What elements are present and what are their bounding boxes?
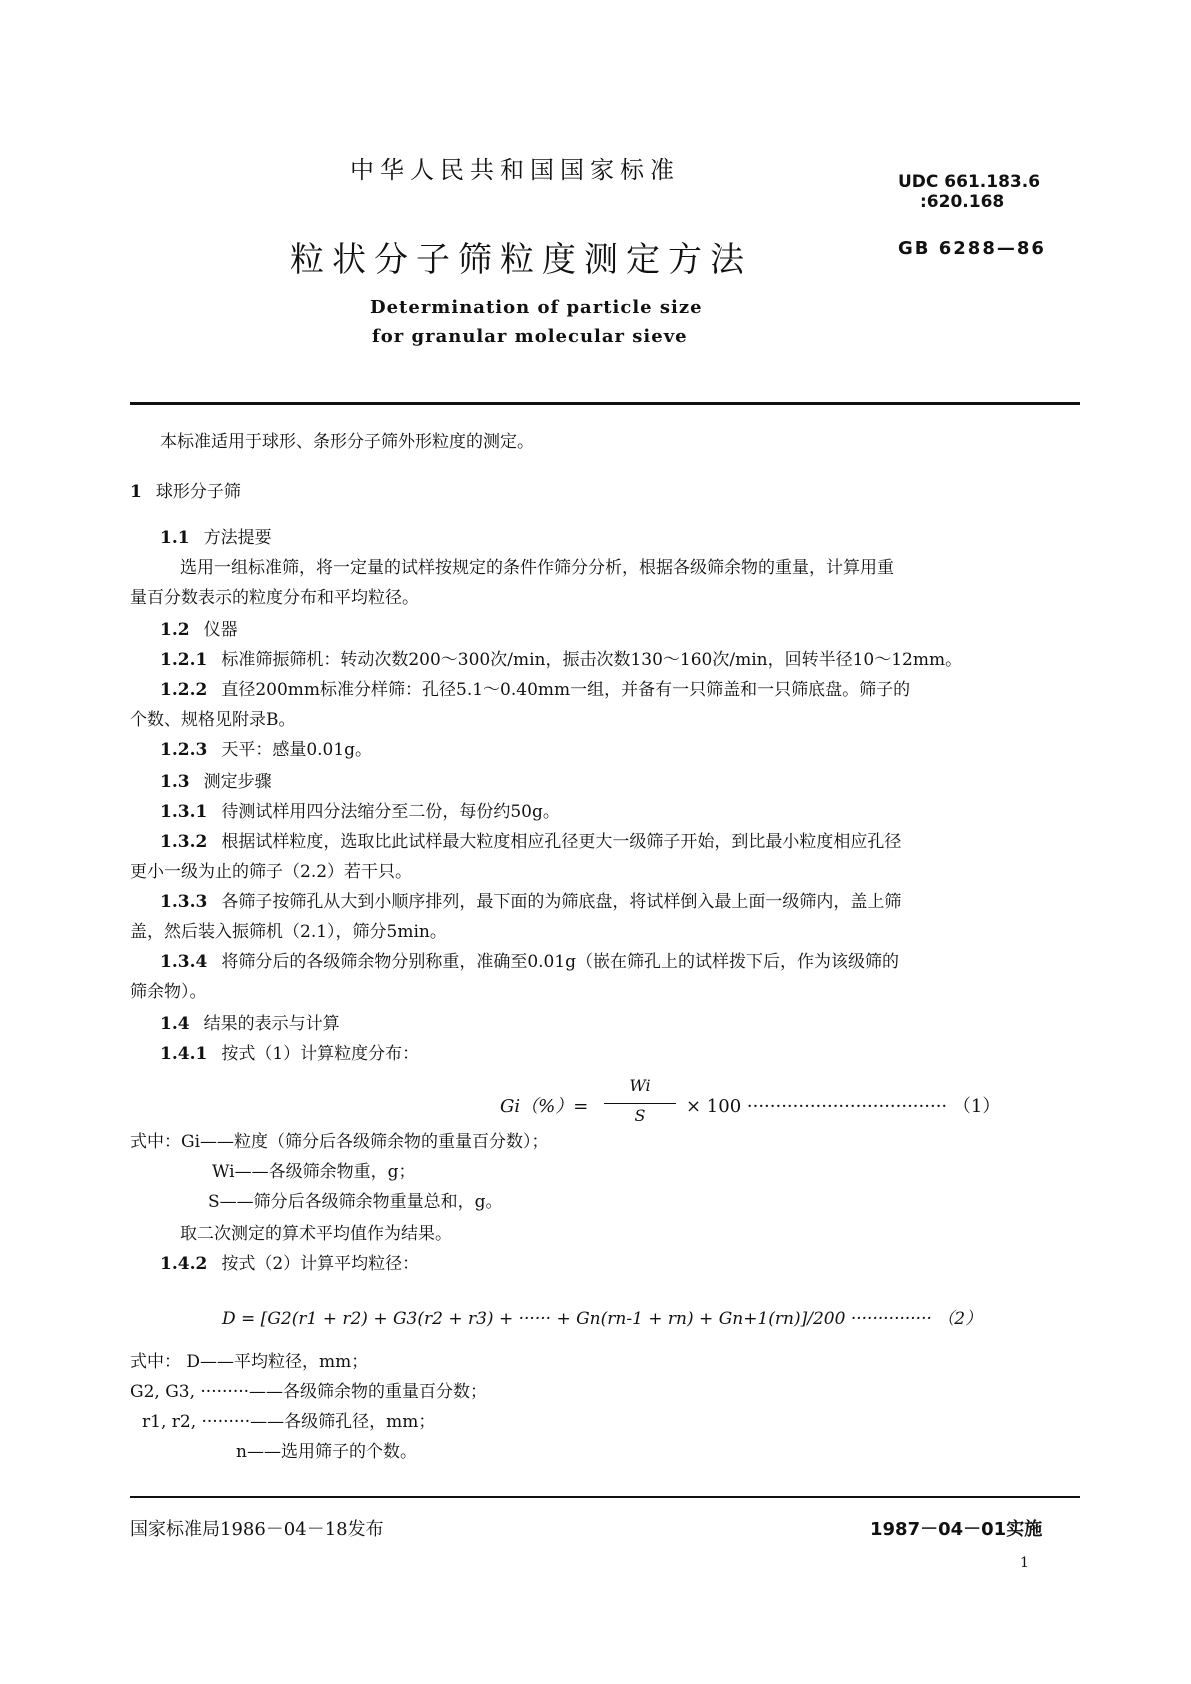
formula-1-lhs: Gi（%）= bbox=[500, 1096, 589, 1117]
formula-2-where-1: 式中： D——平均粒径，mm； bbox=[130, 1352, 369, 1372]
section-1-1-text-line2: 量百分数表示的粒度分布和平均粒径。 bbox=[130, 588, 419, 608]
standard-header: 中华人民共和国国家标准 bbox=[350, 156, 680, 184]
section-title: 测定步骤 bbox=[203, 772, 272, 792]
formula-1-where-2: Wi——各级筛余物重，g； bbox=[212, 1162, 416, 1182]
section-1-3-2-cont: 更小一级为止的筛子（2.2）若干只。 bbox=[130, 862, 413, 882]
header-divider bbox=[130, 402, 1080, 405]
formula-1-fraction-bar bbox=[604, 1103, 676, 1104]
section-title: 仪器 bbox=[203, 620, 238, 640]
section-number: 1.4.1 bbox=[160, 1044, 208, 1064]
section-1-2-2-cont: 个数、规格见附录B。 bbox=[130, 710, 296, 730]
section-1-2-heading bbox=[160, 620, 238, 640]
section-text: 标准筛振筛机：转动次数200～300次/min，振击次数130～160次/min，回转半径10～12mm。 bbox=[221, 650, 963, 670]
formula-1-where-3: S——筛分后各级筛余物重量总和，g。 bbox=[208, 1192, 503, 1212]
section-number: 1 bbox=[130, 482, 142, 502]
section-number: 1.3.1 bbox=[160, 802, 208, 822]
section-1-4-1 bbox=[160, 1044, 419, 1064]
page-number: 1 bbox=[1020, 1555, 1029, 1571]
section-text: 天平：感量0.01g。 bbox=[221, 740, 373, 760]
section-title: 方法提要 bbox=[203, 528, 272, 548]
udc-code-cont: :620.168 bbox=[920, 192, 1005, 212]
section-1-3-3-cont: 盖，然后装入振筛机（2.1），筛分5min。 bbox=[130, 922, 447, 942]
effective-date: 1987－04－01实施 bbox=[870, 1519, 1043, 1540]
formula-1-denominator: S bbox=[634, 1106, 646, 1125]
section-1-3-1 bbox=[160, 802, 560, 822]
formula-2-where-3: r1, r2, ·········——各级筛孔径，mm； bbox=[142, 1412, 436, 1432]
section-text: 各筛子按筛孔从大到小顺序排列，最下面的为筛底盘，将试样倒入最上面一级筛内，盖上筛 bbox=[221, 892, 902, 912]
english-title-line2: for granular molecular sieve bbox=[372, 326, 688, 347]
formula-2-where-4: n——选用筛子的个数。 bbox=[236, 1442, 417, 1462]
formula-1-where-1: 式中：Gi——粒度（筛分后各级筛余物的重量百分数）； bbox=[130, 1132, 549, 1152]
formula-2: D = [G2(r1 + r2) + G3(r2 + r3) + ······ + Gn(rn-1 + rn) + Gn+1(rn)]/200 ··············· （2） bbox=[222, 1309, 983, 1329]
formula-1-numerator: Wi bbox=[629, 1076, 651, 1095]
section-1-1-text-line1: 选用一组标准筛，将一定量的试样按规定的条件作筛分分析，根据各级筛余物的重量，计算用重 bbox=[180, 558, 894, 578]
section-1-3-2 bbox=[160, 832, 901, 852]
section-text: 按式（2）计算平均粒径： bbox=[221, 1254, 420, 1274]
section-number: 1.4 bbox=[160, 1014, 190, 1034]
section-1-1-heading bbox=[160, 528, 272, 548]
issue-date: 国家标准局1986－04－18发布 bbox=[130, 1519, 384, 1540]
intro-paragraph: 本标准适用于球形、条形分子筛外形粒度的测定。 bbox=[160, 432, 534, 452]
section-number: 1.2 bbox=[160, 620, 190, 640]
section-number: 1.2.1 bbox=[160, 650, 208, 670]
section-1-3-heading bbox=[160, 772, 272, 792]
section-1-3-4-cont: 筛余物）。 bbox=[130, 982, 207, 1002]
section-text: 直径200mm标准分样筛：孔径5.1～0.40mm一组，并备有一只筛盖和一只筛底盘。筛子的 bbox=[221, 680, 911, 700]
section-1-3-3 bbox=[160, 892, 901, 912]
formula-2-where-2: G2, G3, ·········——各级筛余物的重量百分数； bbox=[130, 1382, 488, 1402]
section-1-3-4 bbox=[160, 952, 899, 972]
section-1-4-heading bbox=[160, 1014, 340, 1034]
section-number: 1.2.2 bbox=[160, 680, 208, 700]
section-number: 1.3 bbox=[160, 772, 190, 792]
section-number: 1.3.4 bbox=[160, 952, 208, 972]
formula-1-rhs: × 100 ··································· （1） bbox=[686, 1096, 1001, 1117]
section-1-2-1 bbox=[160, 650, 962, 670]
section-number: 1.3.2 bbox=[160, 832, 208, 852]
section-1-4-2 bbox=[160, 1254, 419, 1274]
udc-code: UDC 661.183.6 bbox=[898, 172, 1041, 192]
document-title: 粒状分子筛粒度测定方法 bbox=[290, 240, 752, 280]
section-title: 球形分子筛 bbox=[155, 482, 241, 502]
gb-number: GB 6288—86 bbox=[898, 238, 1046, 259]
section-1-heading bbox=[130, 482, 241, 502]
section-text: 将筛分后的各级筛余物分别称重，准确至0.01g（嵌在筛孔上的试样拨下后，作为该级筛的 bbox=[221, 952, 900, 972]
section-text: 根据试样粒度，选取比此试样最大粒度相应孔径更大一级筛子开始，到比最小粒度相应孔径 bbox=[221, 832, 902, 852]
section-text: 待测试样用四分法缩分至二份，每份约50g。 bbox=[221, 802, 560, 822]
formula-1-note: 取二次测定的算术平均值作为结果。 bbox=[180, 1224, 452, 1244]
section-number: 1.4.2 bbox=[160, 1254, 208, 1274]
footer-divider bbox=[130, 1496, 1080, 1498]
section-1-2-3 bbox=[160, 740, 372, 760]
section-text: 按式（1）计算粒度分布： bbox=[221, 1044, 420, 1064]
section-number: 1.2.3 bbox=[160, 740, 208, 760]
section-title: 结果的表示与计算 bbox=[203, 1014, 340, 1034]
section-number: 1.1 bbox=[160, 528, 190, 548]
english-title-line1: Determination of particle size bbox=[370, 297, 703, 318]
section-number: 1.3.3 bbox=[160, 892, 208, 912]
section-1-2-2 bbox=[160, 680, 910, 700]
